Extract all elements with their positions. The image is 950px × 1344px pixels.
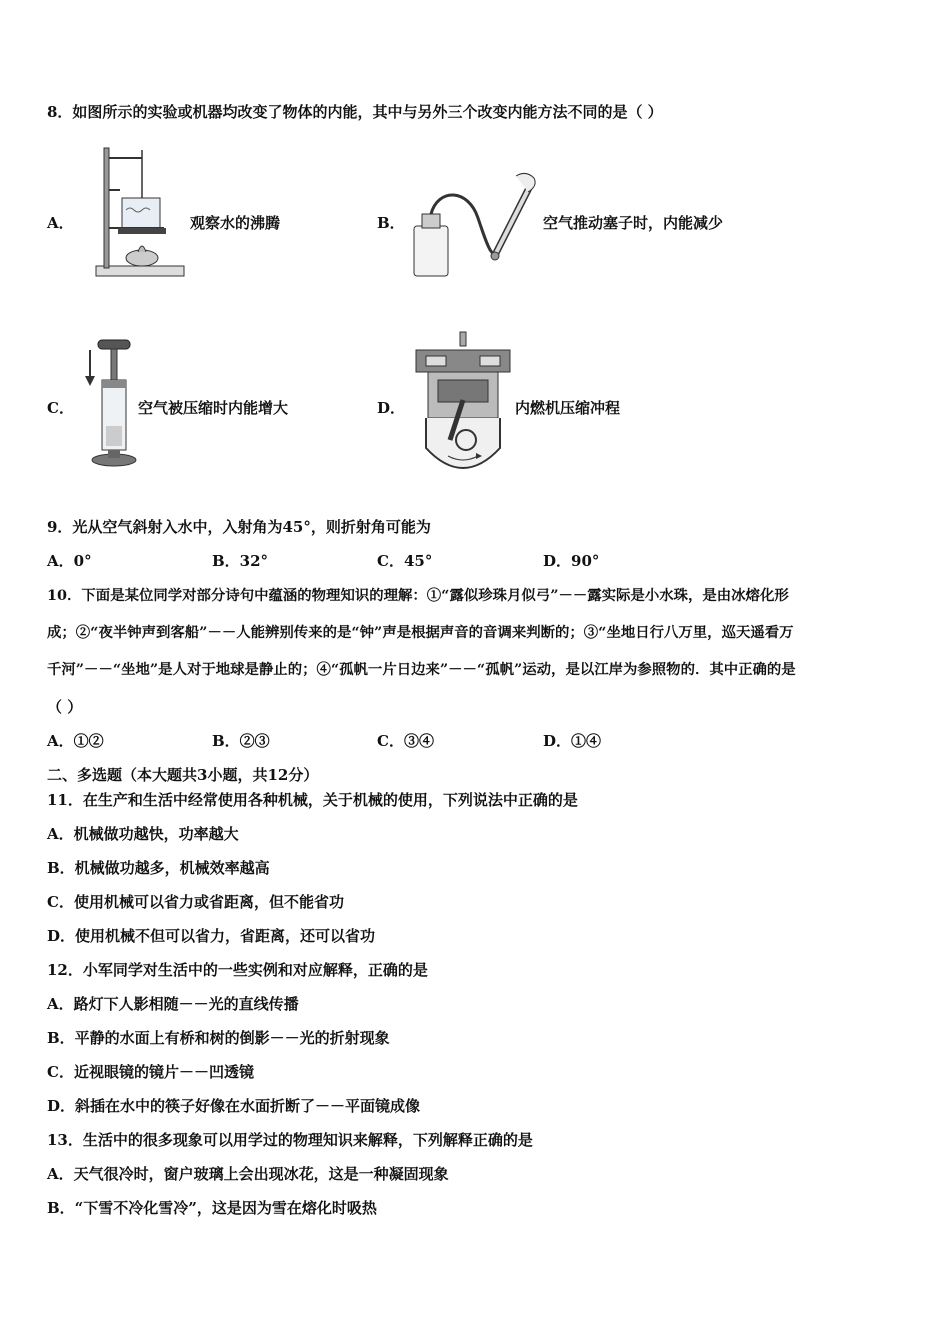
q10-stem-line-2: 成；②“夜半钟声到客船”－－人能辨别传来的是“钟”声是根据声音的音调来判断的；③“坐地日行八万里，巡天遥看万 [47,624,794,641]
q8-option-c-label: C． [47,399,74,417]
q12-option-b: B．平静的水面上有桥和树的倒影－－光的折射现象 [47,1029,390,1047]
q8-stem: 8．如图所示的实验或机器均改变了物体的内能，其中与另外三个改变内能方法不同的是（ ） [47,103,663,121]
section-heading-multiple-choice: 二、多选题（本大题共3小题，共12分） [47,766,319,784]
q10-answer-bracket: （ ） [47,698,83,716]
q11-stem: 11．在生产和生活中经常使用各种机械，关于机械的使用，下列说法中正确的是 [47,791,578,809]
q8-option-a-caption: 观察水的沸腾 [190,214,281,232]
q13-option-b: B．“下雪不冷化雪冷”，这是因为雪在熔化时吸热 [47,1199,377,1217]
q8-option-c-caption: 空气被压缩时内能增大 [138,399,289,417]
q12-option-a: A．路灯下人影相随－－光的直线传播 [47,995,299,1013]
q9-option-d: D．90° [543,552,600,570]
q13-option-a: A．天气很冷时，窗户玻璃上会出现冰花，这是一种凝固现象 [47,1165,449,1183]
q10-stem-line-3: 千河”－－“坐地”是人对于地球是静止的；④“孤帆一片日边来”－－“孤帆”运动，是以江岸为参照物的．其中正确的是 [47,661,796,678]
engine-compression-stroke-figure [408,328,516,476]
q8-option-b-label: B． [377,214,405,232]
q8-option-d-caption: 内燃机压缩冲程 [515,399,621,417]
q9-option-a: A．0° [47,552,92,570]
air-pump-bottle-figure [408,168,543,283]
q12-option-d: D．斜插在水中的筷子好像在水面折断了－－平面镜成像 [47,1097,421,1115]
q8-option-d-label: D． [377,399,406,417]
q11-option-d: D．使用机械不但可以省力，省距离，还可以省功 [47,927,376,945]
boiling-water-apparatus-figure [92,140,188,282]
q9-stem: 9．光从空气斜射入水中，入射角为45°，则折射角可能为 [47,518,431,536]
q13-stem: 13．生活中的很多现象可以用学过的物理知识来解释，下列解释正确的是 [47,1131,533,1149]
q9-option-c: C．45° [377,552,433,570]
q10-option-a: A．①② [47,732,104,750]
q8-option-a-label: A． [47,214,74,232]
q11-option-a: A．机械做功越快，功率越大 [47,825,239,843]
q12-stem: 12．小军同学对生活中的一些实例和对应解释，正确的是 [47,961,428,979]
q10-option-c: C．③④ [377,732,434,750]
q9-option-b: B．32° [212,552,269,570]
q8-option-b-caption: 空气推动塞子时，内能减少 [543,214,724,232]
q12-option-c: C．近视眼镜的镜片－－凹透镜 [47,1063,254,1081]
q10-option-d: D．①④ [543,732,602,750]
q11-option-c: C．使用机械可以省力或省距离，但不能省功 [47,893,344,911]
q10-stem-line-1: 10．下面是某位同学对部分诗句中蕴涵的物理知识的理解：①“露似珍珠月似弓”－－露实际是小水珠，是由冰熔化形 [47,587,789,604]
air-compression-syringe-figure [82,338,137,468]
q11-option-b: B．机械做功越多，机械效率越高 [47,859,270,877]
q10-option-b: B．②③ [212,732,270,750]
